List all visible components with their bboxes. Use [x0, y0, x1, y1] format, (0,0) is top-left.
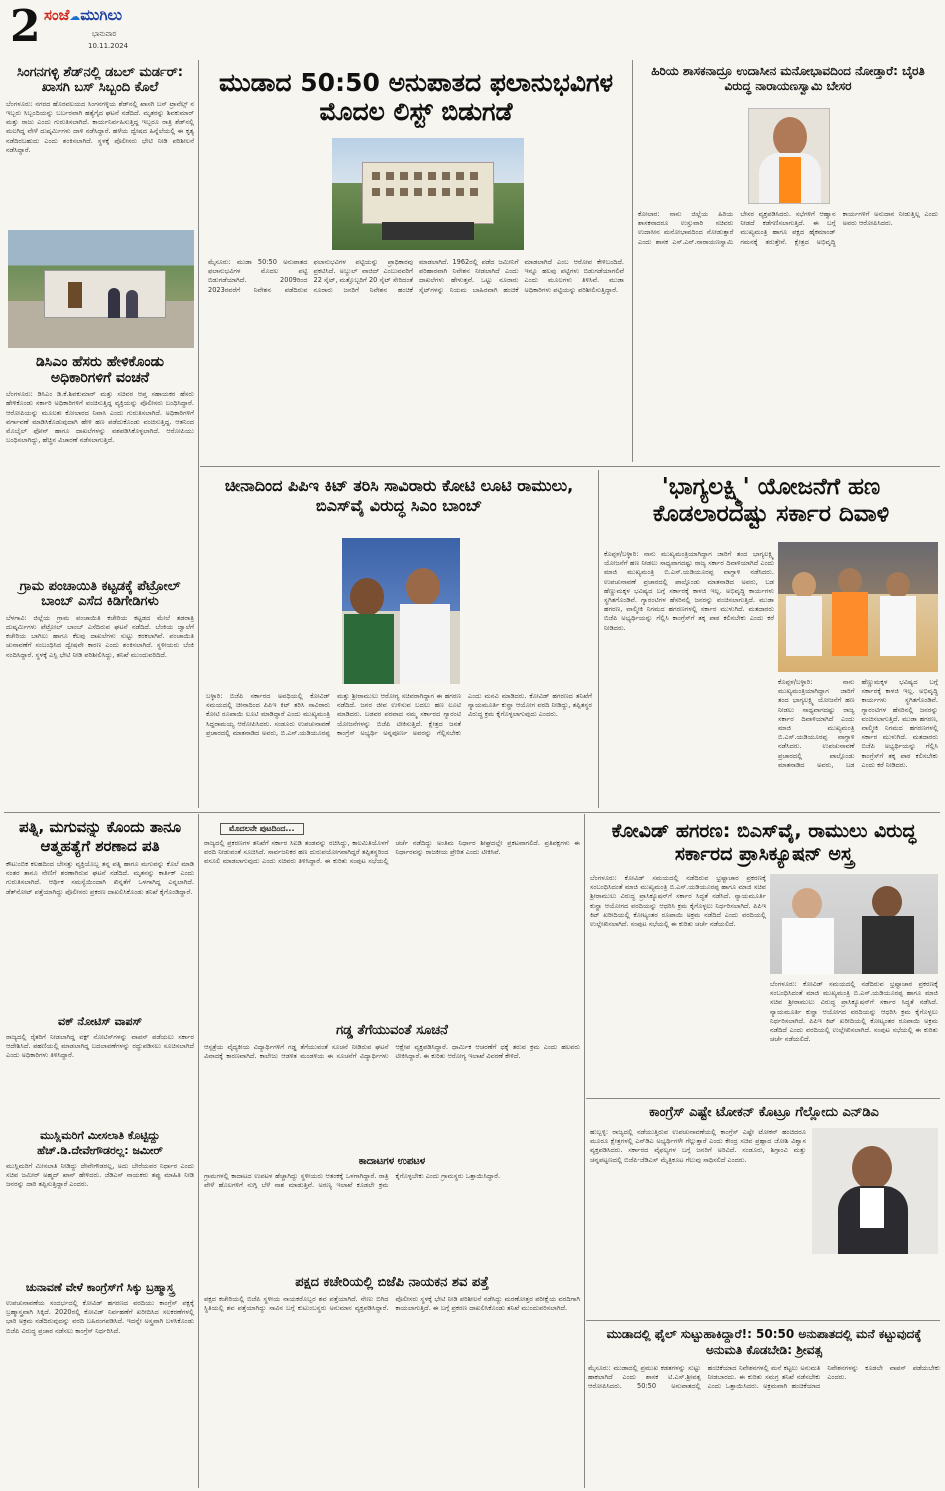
- article-body: ಕೋಲಾರ: ನಾನು ಜಿಲ್ಲೆಯ ಹಿರಿಯ ಶಾಸಕನಾದರೂ ಉಸ್ತುವಾರಿ ಸಚಿವರು ಉದಾಸೀನ ಮನೋಭಾವದಿಂದ ನೋಡುತ್ತಾರೆ ಎಂದು ಶಾಸಕ ಎಸ್.ಎನ್.ನಾರಾಯಣಸ್ವಾಮಿ ಬೇಸರ ವ್ಯಕ್ತಪಡಿಸಿದರು. ಸಭೆಗಳಿಗೆ ಆಹ್ವಾನ ನೀಡದೆ ಕಡೆಗಣಿಸಲಾಗುತ್ತಿದೆ. ಈ ಬಗ್ಗೆ ಮುಖ್ಯಮಂತ್ರಿ ಹಾಗೂ ಪಕ್ಷದ ಹೈಕಮಾಂಡ್ ಗಮನಕ್ಕೆ ತರುತ್ತೇನೆ. ಕ್ಷೇತ್ರದ ಅಭಿವೃದ್ಧಿ ಕಾರ್ಯಗಳಿಗೆ ಅನುದಾನ ನೀಡುತ್ತಿಲ್ಲ ಎಂದು ಅವರು ಆರೋಪಿಸಿದರು.: [638, 210, 938, 246]
- section-divider: [586, 1320, 940, 1321]
- headline: ಕೋವಿಡ್ ಹಗರಣ: ಬಿಎಸ್‌ವೈ, ರಾಮುಲು ವಿರುದ್ಧ ಸರ್ಕಾರದ ಪ್ರಾಸಿಕ್ಯೂಷನ್ ಅಸ್ತ್ರ: [611, 820, 917, 865]
- article-right-mid-2: [588, 1102, 940, 1318]
- article-left-top: [6, 62, 194, 228]
- muda-building-photo: [332, 138, 524, 250]
- article-mid-left: [204, 470, 594, 808]
- bsy-sriramulu-photo: [770, 874, 938, 974]
- article-body-cont: ಕೊಪ್ಪಳ/ಬಳ್ಳಾರಿ: ನಾನು ಮುಖ್ಯಮಂತ್ರಿಯಾಗಿದ್ದಾಗ ಜಾರಿಗೆ ತಂದ ಭಾಗ್ಯಲಕ್ಷ್ಮಿ ಯೋಜನೆಗೆ ಹಣ ನೀಡಲು ಸಾಧ್ಯವಾಗದಷ್ಟು ರಾಜ್ಯ ಸರ್ಕಾರ ದಿವಾಳಿಯಾಗಿದೆ ಎಂದು ಮಾಜಿ ಮುಖ್ಯಮಂತ್ರಿ ಬಿ.ಎಸ್.ಯಡಿಯೂರಪ್ಪ ವಾಗ್ದಾಳಿ ನಡೆಸಿದರು. ಉಪಚುನಾವಣೆ ಪ್ರಚಾರದಲ್ಲಿ ಪಾಲ್ಗೊಂಡು ಮಾತನಾಡಿದ ಅವರು, ಬಡ ಹೆಣ್ಣುಮಕ್ಕಳ ಭವಿಷ್ಯದ ಬಗ್ಗೆ ಸರ್ಕಾರಕ್ಕೆ ಕಾಳಜಿ ಇಲ್ಲ. ಅಭಿವೃದ್ಧಿ ಕಾರ್ಯಗಳು ಸ್ಥಗಿತಗೊಂಡಿವೆ. ಗ್ಯಾರಂಟಿಗಳ ಹೆಸರಿನಲ್ಲಿ ಜನರನ್ನು ವಂಚಿಸಲಾಗುತ್ತಿದೆ. ಮುಡಾ ಹಗರಣ, ವಾಲ್ಮೀಕಿ ನಿಗಮದ ಹಗರಣಗಳಲ್ಲಿ ಸರ್ಕಾರ ಮುಳುಗಿದೆ. ಮತದಾರರು ಬಿಜೆಪಿ ಅಭ್ಯರ್ಥಿಯನ್ನು ಗೆಲ್ಲಿಸಿ ಕಾಂಗ್ರೆಸ್‌ಗೆ ತಕ್ಕ ಪಾಠ ಕಲಿಸಬೇಕು ಎಂದು ಕರೆ ನೀಡಿದರು.: [778, 678, 938, 769]
- article-body: ಪಕ್ಷದ ಕಚೇರಿಯಲ್ಲಿ ಬಿಜೆಪಿ ಸ್ಥಳೀಯ ನಾಯಕರೊಬ್ಬರ ಶವ ಪತ್ತೆಯಾಗಿದೆ. ನೇಣು ಬಿಗಿದ ಸ್ಥಿತಿಯಲ್ಲಿ ಶವ ಪತ್ತೆಯಾಗಿದ್ದು ಸಾವಿನ ಬಗ್ಗೆ ಕುಟುಂಬಸ್ಥರು ಅನುಮಾನ ವ್ಯಕ್ತಪಡಿಸಿದ್ದಾರೆ. ಪೊಲೀಸರು ಸ್ಥಳಕ್ಕೆ ಭೇಟಿ ನೀಡಿ ಪರಿಶೀಲನೆ ನಡೆಸಿದ್ದು ಮರಣೋತ್ತರ ಪರೀಕ್ಷೆಯ ವರದಿಗಾಗಿ ಕಾಯಲಾಗುತ್ತಿದೆ. ಈ ಬಗ್ಗೆ ಪ್ರಕರಣ ದಾಖಲಿಸಿಕೊಂಡು ತನಿಖೆ ಮುಂದುವರಿಸಲಾಗಿದೆ.: [204, 1294, 580, 1313]
- article-center-4: [204, 1274, 580, 1486]
- headline: ಗ್ರಾಮ ಪಂಚಾಯಿತಿ ಕಟ್ಟಡಕ್ಕೆ ಪೆಟ್ರೋಲ್ ಬಾಂಬ್ ಎಸೆದ ಕಿಡಿಗೇಡಿಗಳು: [19, 579, 181, 609]
- article-bottom-left-2: [6, 1014, 194, 1124]
- article-body: ಉಪಚುನಾವಣೆಯ ಸಂದರ್ಭದಲ್ಲಿ ಕೋವಿಡ್ ಹಗರಣದ ವರದಿಯು ಕಾಂಗ್ರೆಸ್ ಪಕ್ಷಕ್ಕೆ ಬ್ರಹ್ಮಾಸ್ತ್ರವಾಗಿ ಸಿಕ್ಕಿದೆ. 2020ರಲ್ಲಿ ಕೋವಿಡ್ ನಿರ್ವಹಣೆಗೆ ಖರೀದಿಸಿದ ಸಲಕರಣೆಗಳಲ್ಲಿ ಭಾರಿ ಅಕ್ರಮ ನಡೆದಿರುವುದನ್ನು ವರದಿ ಬಹಿರಂಗಪಡಿಸಿದೆ. ಇದನ್ನೇ ಅಸ್ತ್ರವಾಗಿ ಬಳಸಿಕೊಂಡು ಬಿಜೆಪಿ ವಿರುದ್ಧ ಪ್ರಚಾರ ನಡೆಸಲು ಕಾಂಗ್ರೆಸ್ ನಿರ್ಧರಿಸಿದೆ.: [6, 1299, 194, 1335]
- section-divider: [4, 812, 940, 813]
- brand-right: ಮುಗಿಲು: [80, 6, 123, 24]
- article-right-bottom: [588, 1324, 940, 1488]
- article-body: ಹುಬ್ಬಳ್ಳಿ: ರಾಜ್ಯದಲ್ಲಿ ನಡೆಯುತ್ತಿರುವ ಉಪಚುನಾವಣೆಯಲ್ಲಿ ಕಾಂಗ್ರೆಸ್ ಎಷ್ಟೇ ಟೋಕನ್ ಹಂಚಿದರೂ ಮೂರೂ ಕ್ಷೇತ್ರಗಳಲ್ಲಿ ಎನ್‌ಡಿಎ ಅಭ್ಯರ್ಥಿಗಳೇ ಗೆಲ್ಲುತ್ತಾರೆ ಎಂದು ಕೇಂದ್ರ ಸಚಿವ ಪ್ರಹ್ಲಾದ ಜೋಶಿ ವಿಶ್ವಾಸ ವ್ಯಕ್ತಪಡಿಸಿದರು. ಸರ್ಕಾರದ ವೈಫಲ್ಯಗಳ ಬಗ್ಗೆ ಜನರಿಗೆ ಅರಿವಿದೆ. ಸಂಡೂರು, ಶಿಗ್ಗಾಂವಿ ಮತ್ತು ಚನ್ನಪಟ್ಟಣದಲ್ಲಿ ಬಿಜೆಪಿ-ಜೆಡಿಎಸ್ ಮೈತ್ರಿಕೂಟ ಗೆಲುವು ಸಾಧಿಸಲಿದೆ ಎಂದರು.: [590, 1128, 806, 1164]
- brand-left: ಸಂಜೆ: [44, 6, 70, 24]
- brand-logo: [44, 6, 122, 24]
- article-bottom-left-3: [6, 1126, 194, 1276]
- headline: ಚೀನಾದಿಂದ ಪಿಪಿಇ ಕಿಟ್ ತರಿಸಿ ಸಾವಿರಾರು ಕೋಟಿ ಲೂಟಿ ರಾಮುಲು, ಬಿಎಸ್‌ವೈ ವಿರುದ್ಧ ಸಿಎಂ ಬಾಂಬ್: [224, 476, 574, 515]
- column-divider: [598, 470, 599, 808]
- headline: ಮುಡಾದಲ್ಲಿ ಫೈಲ್ ಸುಟ್ಟುಹಾಕಿದ್ದಾರೆ!: 50:50 ಅನುಪಾತದಲ್ಲಿ ಮನೆ ಕಟ್ಟುವುದಕ್ಕೆ ಅನುಮತಿ ಕೊಡಬೇಡಿ: ಶ್ರೀವತ್ಸ: [606, 1327, 922, 1357]
- headline: ವಕ್ ನೋಟಿಸ್ ವಾಪಸ್: [58, 1015, 142, 1028]
- article-left-bottom: [6, 578, 194, 804]
- page-number: 2: [10, 1, 41, 52]
- article-center-2: [204, 1022, 580, 1152]
- headline: ಪಕ್ಷದ ಕಚೇರಿಯಲ್ಲಿ ಬಿಜೆಪಿ ನಾಯಕನ ಶವ ಪತ್ತೆ: [295, 1275, 489, 1290]
- masthead: [0, 0, 200, 58]
- article-bottom-left-4: [6, 1278, 194, 1486]
- article-lead-top: [204, 62, 628, 464]
- article-body: ಕೊಪ್ಪಳ/ಬಳ್ಳಾರಿ: ನಾನು ಮುಖ್ಯಮಂತ್ರಿಯಾಗಿದ್ದಾಗ ಜಾರಿಗೆ ತಂದ ಭಾಗ್ಯಲಕ್ಷ್ಮಿ ಯೋಜನೆಗೆ ಹಣ ನೀಡಲು ಸಾಧ್ಯವಾಗದಷ್ಟು ರಾಜ್ಯ ಸರ್ಕಾರ ದಿವಾಳಿಯಾಗಿದೆ ಎಂದು ಮಾಜಿ ಮುಖ್ಯಮಂತ್ರಿ ಬಿ.ಎಸ್.ಯಡಿಯೂರಪ್ಪ ವಾಗ್ದಾಳಿ ನಡೆಸಿದರು. ಉಪಚುನಾವಣೆ ಪ್ರಚಾರದಲ್ಲಿ ಪಾಲ್ಗೊಂಡು ಮಾತನಾಡಿದ ಅವರು, ಬಡ ಹೆಣ್ಣುಮಕ್ಕಳ ಭವಿಷ್ಯದ ಬಗ್ಗೆ ಸರ್ಕಾರಕ್ಕೆ ಕಾಳಜಿ ಇಲ್ಲ. ಅಭಿವೃದ್ಧಿ ಕಾರ್ಯಗಳು ಸ್ಥಗಿತಗೊಂಡಿವೆ. ಗ್ಯಾರಂಟಿಗಳ ಹೆಸರಿನಲ್ಲಿ ಜನರನ್ನು ವಂಚಿಸಲಾಗುತ್ತಿದೆ. ಮುಡಾ ಹಗರಣ, ವಾಲ್ಮೀಕಿ ನಿಗಮದ ಹಗರಣಗಳಲ್ಲಿ ಸರ್ಕಾರ ಮುಳುಗಿದೆ. ಮತದಾರರು ಬಿಜೆಪಿ ಅಭ್ಯರ್ಥಿಯನ್ನು ಗೆಲ್ಲಿಸಿ ಕಾಂಗ್ರೆಸ್‌ಗೆ ತಕ್ಕ ಪಾಠ ಕಲಿಸಬೇಕು ಎಂದು ಕರೆ ನೀಡಿದರು.: [604, 550, 774, 632]
- article-continued: [204, 816, 580, 1020]
- article-right-top: [636, 62, 940, 462]
- article-center-3: [204, 1154, 580, 1272]
- headline: ಪತ್ನಿ, ಮಗುವನ್ನು ಕೊಂದು ತಾನೂ ಆತ್ಮಹತ್ಯೆಗೆ ಶರಣಾದ ಪತಿ: [18, 818, 182, 855]
- article-body: ಮುಸ್ಲಿಮರಿಗೆ ಮೀಸಲಾತಿ ನೀಡಿದ್ದು ದೇವೇಗೌಡರಲ್ಲ, ಅದು ಬೇರೆಯವರ ನಿರ್ಧಾರ ಎಂದು ಸಚಿವ ಜಮೀರ್ ಅಹ್ಮದ್ ಖಾನ್ ಹೇಳಿದರು. ಜೆಡಿಎಸ್ ನಾಯಕರು ತಪ್ಪು ಮಾಹಿತಿ ನೀಡಿ ಜನರನ್ನು ದಾರಿ ತಪ್ಪಿಸುತ್ತಿದ್ದಾರೆ ಎಂದರು.: [6, 1162, 194, 1189]
- issue-date: 10.11.2024: [88, 42, 129, 50]
- crime-scene-photo: [8, 230, 194, 348]
- continued-label: ಮೊದಲನೇ ಪುಟದಿಂದ...: [220, 823, 304, 835]
- column-divider: [632, 60, 633, 462]
- headline: ಗಡ್ಡ ತೆಗೆಯುವಂತೆ ಸೂಚನೆ: [336, 1023, 448, 1038]
- mla-portrait-photo: [748, 108, 830, 204]
- headline: ಕಾಂಗ್ರೆಸ್ ಎಷ್ಟೇ ಟೋಕನ್ ಕೊಟ್ರೂ ಗೆಲ್ಲೋದು ಎನ್‌ಡಿಎ: [649, 1105, 879, 1120]
- headline: ಮುಡಾದ 50:50 ಅನುಪಾತದ ಫಲಾನುಭವಿಗಳ ಮೊದಲ ಲಿಸ್ಟ್ ಬಿಡುಗಡೆ: [218, 68, 614, 126]
- section-divider: [586, 1098, 940, 1099]
- headline: ಡಿಸಿಎಂ ಹೆಸರು ಹೇಳಿಕೊಂಡು ಅಧಿಕಾರಿಗಳಿಗೆ ವಂಚನೆ: [35, 354, 165, 387]
- column-divider: [198, 814, 199, 1488]
- article-body: ಬೆಂಗಳೂರು: ಕೋವಿಡ್ ಸಮಯದಲ್ಲಿ ನಡೆದಿರುವ ಭ್ರಷ್ಟಾಚಾರ ಪ್ರಕರಣಕ್ಕೆ ಸಂಬಂಧಿಸಿದಂತೆ ಮಾಜಿ ಮುಖ್ಯಮಂತ್ರಿ ಬಿ.ಎಸ್.ಯಡಿಯೂರಪ್ಪ ಹಾಗೂ ಮಾಜಿ ಸಚಿವ ಶ್ರೀರಾಮುಲು ವಿರುದ್ಧ ಪ್ರಾಸಿಕ್ಯೂಷನ್‌ಗೆ ಸರ್ಕಾರ ಸಿದ್ಧತೆ ನಡೆಸಿದೆ. ನ್ಯಾಯಮೂರ್ತಿ ಕುನ್ಹಾ ಆಯೋಗದ ವರದಿಯನ್ನು ಆಧರಿಸಿ ಕ್ರಮ ಕೈಗೊಳ್ಳಲು ನಿರ್ಧರಿಸಲಾಗಿದೆ. ಪಿಪಿಇ ಕಿಟ್ ಖರೀದಿಯಲ್ಲಿ ಕೋಟ್ಯಂತರ ರೂಪಾಯಿ ಅಕ್ರಮ ನಡೆದಿದೆ ಎಂದು ವರದಿಯಲ್ಲಿ ಉಲ್ಲೇಖಿಸಲಾಗಿದೆ. ಸಂಪುಟ ಸಭೆಯಲ್ಲಿ ಈ ಕುರಿತು ಚರ್ಚೆ ನಡೆಯಲಿದೆ.: [590, 874, 766, 929]
- headline: ಹಿರಿಯ ಶಾಸಕನಾದ್ರೂ ಉದಾಸೀನ ಮನೋಭಾವದಿಂದ ನೋಡ್ತಾರೆ: ಬೈರತಿ ವಿರುದ್ಧ ನಾರಾಯಣಸ್ವಾಮಿ ಬೇಸರ: [651, 64, 925, 93]
- article-left-mid: [6, 352, 194, 574]
- bsy-campaign-photo: [778, 542, 938, 672]
- article-body: ಗ್ರಾಮಗಳಲ್ಲಿ ಕಾದಾಟದ ಉಪಟಳ ಹೆಚ್ಚಾಗಿದ್ದು ಸ್ಥಳೀಯರು ಆತಂಕಕ್ಕೆ ಒಳಗಾಗಿದ್ದಾರೆ. ರಾತ್ರಿ ವೇಳೆ ಹೊಲಗಳಿಗೆ ನುಗ್ಗಿ ಬೆಳೆ ನಾಶ ಮಾಡುತ್ತಿವೆ. ಅರಣ್ಯ ಇಲಾಖೆ ಕೂಡಲೇ ಕ್ರಮ ಕೈಗೊಳ್ಳಬೇಕು ಎಂದು ಗ್ರಾಮಸ್ಥರು ಒತ್ತಾಯಿಸಿದ್ದಾರೆ.: [204, 1171, 501, 1189]
- siddaramaiah-rally-photo: [342, 538, 460, 684]
- article-body: ರಾಜ್ಯದಲ್ಲಿ ಪ್ರಕರಣಗಳ ತನಿಖೆಗೆ ಸರ್ಕಾರ ಸಿಐಡಿ ತಂಡವನ್ನು ರಚಿಸಿದ್ದು, ಕಾಲಮಿತಿಯೊಳಗೆ ವರದಿ ನೀಡುವಂತೆ ಸೂಚಿಸಿದೆ. ಸಾರ್ವಜನಿಕರ ಹಣ ದುರುಪಯೋಗವಾಗಿದ್ದರೆ ತಪ್ಪಿತಸ್ಥರಿಂದ ವಸೂಲಿ ಮಾಡಲಾಗುವುದು ಎಂದು ಸಚಿವರು ತಿಳಿಸಿದ್ದಾರೆ. ಈ ಕುರಿತು ಸಂಪುಟ ಸಭೆಯಲ್ಲಿ ಚರ್ಚೆ ನಡೆದಿದ್ದು ಅಂತಿಮ ನಿರ್ಧಾರ ಶೀಘ್ರದಲ್ಲೇ ಪ್ರಕಟವಾಗಲಿದೆ. ಪ್ರತಿಪಕ್ಷಗಳು ಈ ನಿರ್ಧಾರವನ್ನು ರಾಜಕೀಯ ಪ್ರೇರಿತ ಎಂದು ಟೀಕಿಸಿವೆ.: [204, 839, 580, 866]
- headline: ಮುಸ್ಲಿಮರಿಗೆ ಮೀಸಲಾತಿ ಕೊಟ್ಟಿದ್ದು ಹೆಚ್.ಡಿ.ದೇವೇಗೌಡರಲ್ಲ: ಜಮೀರ್: [37, 1129, 163, 1157]
- article-body: ಬೆಂಗಳೂರು: ನಗರದ ಹೊರವಲಯದ ಸಿಂಗನಗಳ್ಳಿಯ ಶೆಡ್‌ನಲ್ಲಿ ಖಾಸಗಿ ಬಸ್ ಟ್ರಾವೆಲ್ಸ್ ನ ಇಬ್ಬರು ಸಿಬ್ಬಂದಿಯನ್ನು ಬರ್ಬರವಾಗಿ ಹತ್ಯೆಗೈದ ಘಟನೆ ನಡೆದಿದೆ. ಮೃತರನ್ನು ಶಿವಕುಮಾರ್ ಮತ್ತು ರಾಜು ಎಂದು ಗುರುತಿಸಲಾಗಿದೆ. ಕಾರ್ಯನಿರ್ವಹಿಸುತ್ತಿದ್ದ ಇಬ್ಬರೂ ರಾತ್ರಿ ಶೆಡ್‌ನಲ್ಲಿ ಮಲಗಿದ್ದ ವೇಳೆ ದುಷ್ಕರ್ಮಿಗಳು ದಾಳಿ ನಡೆಸಿದ್ದಾರೆ. ಹಳೆಯ ದ್ವೇಷದ ಹಿನ್ನೆಲೆಯಲ್ಲಿ ಈ ಕೃತ್ಯ ನಡೆದಿರಬಹುದು ಎಂದು ಶಂಕಿಸಲಾಗಿದೆ. ಸ್ಥಳಕ್ಕೆ ಪೊಲೀಸರು ಭೇಟಿ ನೀಡಿ ಪರಿಶೀಲನೆ ನಡೆಸಿದ್ದಾರೆ.: [6, 99, 194, 154]
- article-mid-right: [602, 470, 940, 808]
- headline: ಕಾದಾಟಗಳ ಉಪಟಳ: [358, 1156, 426, 1167]
- pralhad-joshi-photo: [812, 1128, 938, 1254]
- headline: ಚುನಾವಣೆ ವೇಳೆ ಕಾಂಗ್ರೆಸ್‌ಗೆ ಸಿಕ್ಕು ಬ್ರಹ್ಮಾಸ್ತ್ರ: [25, 1281, 175, 1294]
- headline: 'ಭಾಗ್ಯಲಕ್ಷ್ಮಿ' ಯೋಜನೆಗೆ ಹಣ ಕೊಡಲಾರದಷ್ಟು ಸರ್ಕಾರ ದಿವಾಳಿ: [652, 474, 890, 527]
- article-body: ಬಳ್ಳಾರಿ: ಬಿಜೆಪಿ ಸರ್ಕಾರದ ಅವಧಿಯಲ್ಲಿ ಕೋವಿಡ್ ಸಮಯದಲ್ಲಿ ಚೀನಾದಿಂದ ಪಿಪಿಇ ಕಿಟ್ ತರಿಸಿ ಸಾವಿರಾರು ಕೋಟಿ ರೂಪಾಯಿ ಲೂಟಿ ಮಾಡಿದ್ದಾರೆ ಎಂದು ಮುಖ್ಯಮಂತ್ರಿ ಸಿದ್ದರಾಮಯ್ಯ ಆರೋಪಿಸಿದರು. ಸಂಡೂರು ಉಪಚುನಾವಣೆ ಪ್ರಚಾರದಲ್ಲಿ ಮಾತನಾಡಿದ ಅವರು, ಬಿ.ಎಸ್.ಯಡಿಯೂರಪ್ಪ ಮತ್ತು ಶ್ರೀರಾಮುಲು ಆರೋಗ್ಯ ಸಚಿವರಾಗಿದ್ದಾಗ ಈ ಹಗರಣ ನಡೆದಿದೆ. ಜನರ ಜೀವ ಉಳಿಸುವ ಬದಲು ಹಣ ಲೂಟಿ ಮಾಡಿದರು. ಬಡವರ ಪರವಾದ ನಮ್ಮ ಸರ್ಕಾರದ ಗ್ಯಾರಂಟಿ ಯೋಜನೆಗಳನ್ನು ಬಿಜೆಪಿ ಟೀಕಿಸುತ್ತಿದೆ. ಕ್ಷೇತ್ರದ ಜನತೆ ಕಾಂಗ್ರೆಸ್ ಅಭ್ಯರ್ಥಿ ಅನ್ನಪೂರ್ಣ ಅವರನ್ನು ಗೆಲ್ಲಿಸಬೇಕು ಎಂದು ಮನವಿ ಮಾಡಿದರು. ಕೋವಿಡ್ ಹಗರಣದ ತನಿಖೆಗೆ ನ್ಯಾಯಮೂರ್ತಿ ಕುನ್ಹಾ ಆಯೋಗ ವರದಿ ನೀಡಿದ್ದು, ತಪ್ಪಿತಸ್ಥರ ವಿರುದ್ಧ ಕ್ರಮ ಕೈಗೊಳ್ಳಲಾಗುವುದು ಎಂದರು.: [206, 692, 592, 737]
- article-bottom-left: [6, 816, 194, 1012]
- article-right-mid: [588, 816, 940, 1096]
- section-divider: [200, 466, 940, 467]
- article-body: ಮೈಸೂರು: ಮುಡಾ 50:50 ಅನುಪಾತದ ಫಲಾನುಭವಿಗಳ ಮೊದಲ ಪಟ್ಟಿ ಬಿಡುಗಡೆಯಾಗಿದೆ. 2009ರಿಂದ 2023ರವರೆಗೆ ನಿವೇಶನ ಪಡೆದಿರುವ ಫಲಾನುಭವಿಗಳ ಪಟ್ಟಿಯನ್ನು ಪ್ರಾಧಿಕಾರವು ಪ್ರಕಟಿಸಿದೆ. ಅಬ್ದುಲ್ ವಾಜಿದ್ ಎಂಬುವವರಿಗೆ 22 ಸೈಟ್, ಮತ್ತೊಬ್ಬರಿಗೆ 20 ಸೈಟ್ ಸೇರಿದಂತೆ ನೂರಾರು ಜನರಿಗೆ ನಿವೇಶನ ಹಂಚಿಕೆ ಮಾಡಲಾಗಿದೆ. 1962ರಲ್ಲಿ ಪಡೆದ ಜಮೀನಿಗೆ ಪರಿಹಾರವಾಗಿ ನಿವೇಶನ ನೀಡಲಾಗಿದೆ ಎಂದು ದಾಖಲೆಗಳು ಹೇಳುತ್ತವೆ. ಒಟ್ಟು ನೂರಾರು ಸೈಟ್‌ಗಳನ್ನು ನಿಯಮ ಬಾಹಿರವಾಗಿ ಹಂಚಿಕೆ ಮಾಡಲಾಗಿದೆ ಎಂಬ ಆರೋಪ ಕೇಳಿಬಂದಿದೆ. ಇನ್ನೂ ಹಲವು ಪಟ್ಟಿಗಳು ಬಿಡುಗಡೆಯಾಗಲಿವೆ ಎಂದು ಮೂಲಗಳು ತಿಳಿಸಿವೆ. ಮುಡಾ ಅಧಿಕಾರಿಗಳು ಪಟ್ಟಿಯನ್ನು ಪರಿಶೀಲಿಸುತ್ತಿದ್ದಾರೆ.: [208, 258, 624, 294]
- headline: ಸಿಂಗನಗಳ್ಳಿ ಶೆಡ್‌ನಲ್ಲಿ ಡಬಲ್ ಮರ್ಡರ್: ಖಾಸಗಿ ಬಸ್ ಸಿಬ್ಬಂದಿ ಕೊಲೆ: [16, 65, 183, 95]
- article-body-cont: ಬೆಂಗಳೂರು: ಕೋವಿಡ್ ಸಮಯದಲ್ಲಿ ನಡೆದಿರುವ ಭ್ರಷ್ಟಾಚಾರ ಪ್ರಕರಣಕ್ಕೆ ಸಂಬಂಧಿಸಿದಂತೆ ಮಾಜಿ ಮುಖ್ಯಮಂತ್ರಿ ಬಿ.ಎಸ್.ಯಡಿಯೂರಪ್ಪ ಹಾಗೂ ಮಾಜಿ ಸಚಿವ ಶ್ರೀರಾಮುಲು ವಿರುದ್ಧ ಪ್ರಾಸಿಕ್ಯೂಷನ್‌ಗೆ ಸರ್ಕಾರ ಸಿದ್ಧತೆ ನಡೆಸಿದೆ. ನ್ಯಾಯಮೂರ್ತಿ ಕುನ್ಹಾ ಆಯೋಗದ ವರದಿಯನ್ನು ಆಧರಿಸಿ ಕ್ರಮ ಕೈಗೊಳ್ಳಲು ನಿರ್ಧರಿಸಲಾಗಿದೆ. ಪಿಪಿಇ ಕಿಟ್ ಖರೀದಿಯಲ್ಲಿ ಕೋಟ್ಯಂತರ ರೂಪಾಯಿ ಅಕ್ರಮ ನಡೆದಿದೆ ಎಂದು ವರದಿಯಲ್ಲಿ ಉಲ್ಲೇಖಿಸಲಾಗಿದೆ. ಸಂಪುಟ ಸಭೆಯಲ್ಲಿ ಈ ಕುರಿತು ಚರ್ಚೆ ನಡೆಯಲಿದೆ.: [770, 980, 938, 1044]
- column-divider: [198, 60, 199, 808]
- article-body: ಬೆಳಗಾವಿ: ಜಿಲ್ಲೆಯ ಗ್ರಾಮ ಪಂಚಾಯಿತಿ ಕಚೇರಿಯ ಕಟ್ಟಡದ ಮೇಲೆ ತಡರಾತ್ರಿ ದುಷ್ಕರ್ಮಿಗಳು ಪೆಟ್ರೋಲ್ ಬಾಂಬ್ ಎಸೆದಿರುವ ಘಟನೆ ನಡೆದಿದೆ. ಬೆಂಕಿಯ ಜ್ವಾಲೆಗೆ ಕಚೇರಿಯ ಬಾಗಿಲು ಹಾಗೂ ಕೆಲವು ದಾಖಲೆಗಳು ಸುಟ್ಟು ಕರಕಲಾಗಿವೆ. ಪಂಚಾಯಿತಿ ಚುನಾವಣೆಗೆ ಸಂಬಂಧಿಸಿದ ದ್ವೇಷವೇ ಕಾರಣ ಎಂದು ಶಂಕಿಸಲಾಗಿದೆ. ಸ್ಥಳೀಯರು ಬೆಂಕಿ ನಂದಿಸಿದ್ದಾರೆ. ಸ್ಥಳಕ್ಕೆ ಎಸ್ಪಿ ಭೇಟಿ ನೀಡಿ ಪರಿಶೀಲಿಸಿದ್ದು, ತನಿಖೆ ಮುಂದುವರಿದಿದೆ.: [6, 613, 194, 659]
- article-body: ಆಸ್ಪತ್ರೆಯ ವೈದ್ಯಕೀಯ ವಿದ್ಯಾರ್ಥಿಗಳಿಗೆ ಗಡ್ಡ ತೆಗೆಯುವಂತೆ ಸೂಚನೆ ನೀಡಿರುವ ಘಟನೆ ವಿವಾದಕ್ಕೆ ಕಾರಣವಾಗಿದೆ. ಕಾಲೇಜು ಆಡಳಿತ ಮಂಡಳಿಯ ಈ ಸೂಚನೆಗೆ ವಿದ್ಯಾರ್ಥಿಗಳು ಆಕ್ಷೇಪ ವ್ಯಕ್ತಪಡಿಸಿದ್ದಾರೆ. ಧಾರ್ಮಿಕ ಆಚರಣೆಗೆ ಧಕ್ಕೆ ತರುವ ಕ್ರಮ ಎಂದು ಹಲವರು ಟೀಕಿಸಿದ್ದಾರೆ. ಈ ಕುರಿತು ಆರೋಗ್ಯ ಇಲಾಖೆ ವಿವರಣೆ ಕೇಳಿದೆ.: [204, 1042, 580, 1061]
- article-body: ಬೆಂಗಳೂರು: ಡಿಸಿಎಂ ಡಿ.ಕೆ.ಶಿವಕುಮಾರ್ ಮತ್ತು ಸಚಿವರ ಆಪ್ತ ಸಹಾಯಕರ ಹೆಸರು ಹೇಳಿಕೊಂಡು ಸರ್ಕಾರಿ ಅಧಿಕಾರಿಗಳಿಗೆ ವಂಚಿಸುತ್ತಿದ್ದ ವ್ಯಕ್ತಿಯನ್ನು ಪೊಲೀಸರು ಬಂಧಿಸಿದ್ದಾರೆ. ಆರೋಪಿಯನ್ನು ಮೂಲತಃ ಕೋಲಾರದ ನಿವಾಸಿ ಎಂದು ಗುರುತಿಸಲಾಗಿದೆ. ಅಧಿಕಾರಿಗಳಿಗೆ ವರ್ಗಾವಣೆ ಮಾಡಿಸಿಕೊಡುವುದಾಗಿ ಹೇಳಿ ಹಣ ಪಡೆದುಕೊಂಡು ವಂಚಿಸುತ್ತಿದ್ದ. ಆತನಿಂದ ಮೊಬೈಲ್ ಫೋನ್ ಹಾಗೂ ದಾಖಲೆಗಳನ್ನು ವಶಪಡಿಸಿಕೊಳ್ಳಲಾಗಿದೆ. ಆರೋಪಿಯು ಬಂಧಿಸಲಾಗಿದ್ದು, ಹೆಚ್ಚಿನ ವಿಚಾರಣೆ ನಡೆಸಲಾಗುತ್ತಿದೆ.: [6, 390, 194, 445]
- brand-cloud-icon: ☁: [69, 10, 81, 23]
- issue-day: ಭಾನುವಾರ: [92, 30, 117, 38]
- article-body: ರಾಜ್ಯದಲ್ಲಿ ರೈತರಿಗೆ ನೀಡಲಾಗಿದ್ದ ವಕ್ಫ್ ನೋಟಿಸ್‌ಗಳನ್ನು ವಾಪಸ್ ಪಡೆಯಲು ಸರ್ಕಾರ ಆದೇಶಿಸಿದೆ. ಪಹಣಿಯಲ್ಲಿ ಮಾಡಲಾಗಿದ್ದ ಬದಲಾವಣೆಗಳನ್ನು ರದ್ದುಪಡಿಸಲು ಸೂಚಿಸಲಾಗಿದೆ ಎಂದು ಅಧಿಕಾರಿಗಳು ತಿಳಿಸಿದ್ದಾರೆ.: [6, 1032, 194, 1060]
- article-body: ಮೈಸೂರು: ಮುಡಾದಲ್ಲಿ ಪ್ರಮುಖ ಕಡತಗಳನ್ನು ಸುಟ್ಟು ಹಾಕಲಾಗಿದೆ ಎಂದು ಶಾಸಕ ಟಿ.ಎಸ್.ಶ್ರೀವತ್ಸ ಆರೋಪಿಸಿದರು. 50:50 ಅನುಪಾತದಲ್ಲಿ ಹಂಚಿಕೆಯಾದ ನಿವೇಶನಗಳಲ್ಲಿ ಮನೆ ಕಟ್ಟಲು ಅನುಮತಿ ನೀಡಬಾರದು. ಈ ಕುರಿತು ಸಮಗ್ರ ತನಿಖೆ ನಡೆಸಬೇಕು ಎಂದು ಒತ್ತಾಯಿಸಿದರು. ಅಕ್ರಮವಾಗಿ ಹಂಚಿಕೆಯಾದ ನಿವೇಶನಗಳನ್ನು ಕೂಡಲೇ ವಾಪಸ್ ಪಡೆಯಬೇಕು ಎಂದರು.: [588, 1364, 940, 1391]
- article-body: ಕೌಟುಂಬಿಕ ಕಲಹದಿಂದ ಬೇಸತ್ತು ವ್ಯಕ್ತಿಯೊಬ್ಬ ತನ್ನ ಪತ್ನಿ ಹಾಗೂ ಮಗುವನ್ನು ಕೊಲೆ ಮಾಡಿ ನಂತರ ತಾನೂ ನೇಣಿಗೆ ಶರಣಾಗಿರುವ ಘಟನೆ ನಡೆದಿದೆ. ಮೃತನನ್ನು ಕಾರ್ತಿಕ್ ಎಂದು ಗುರುತಿಸಲಾಗಿದೆ. ಆರ್ಥಿಕ ಸಮಸ್ಯೆಯಿಂದಾಗಿ ಖಿನ್ನತೆಗೆ ಒಳಗಾಗಿದ್ದ ಎನ್ನಲಾಗಿದೆ. ಡೆತ್‌ನೋಟ್ ಪತ್ತೆಯಾಗಿದ್ದು ಪೊಲೀಸರು ಪ್ರಕರಣ ದಾಖಲಿಸಿಕೊಂಡು ತನಿಖೆ ಕೈಗೊಂಡಿದ್ದಾರೆ.: [6, 860, 194, 896]
- column-divider: [584, 814, 585, 1488]
